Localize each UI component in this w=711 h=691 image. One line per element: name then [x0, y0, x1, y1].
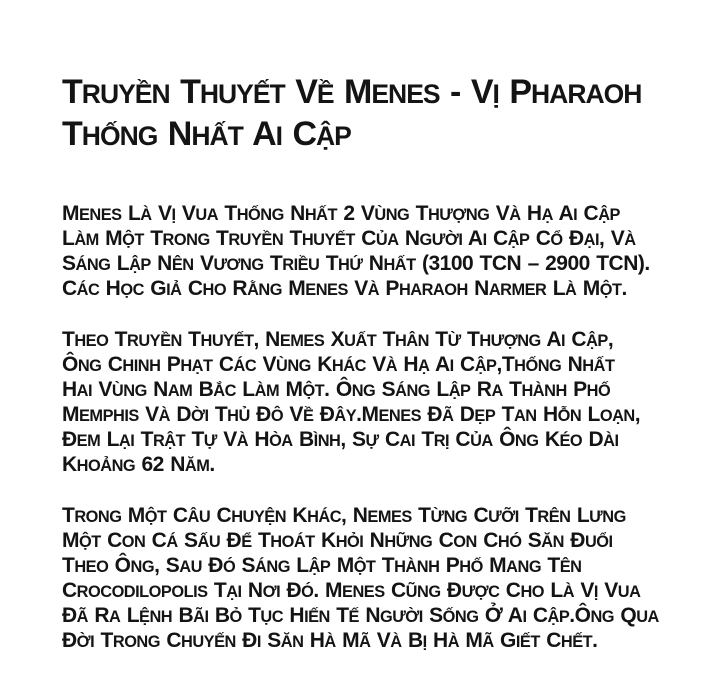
- paragraph-intro: MENES LÀ VỊ VUA THỐNG NHẤT 2 VÙNG THƯỢNG VÀ HẠ AI CẬP LÀM MỘT TRONG TRUYỀN THUYẾT CỦA NGƯỜI AI CẬP CỔ ĐẠI, VÀ SÁNG LẬP NÊN VƯƠNG TRIỀU THỨ NHẤT (3100 TCN – 2900 TCN). CÁC HỌC GIẢ CHO RẰNG MENES VÀ PHARAOH NARMER LÀ MỘT.: [62, 202, 650, 300]
- paragraph-legend: THEO TRUYỀN THUYẾT, NEMES XUẤT THÂN TỪ THƯỢNG AI CẬP, ÔNG CHINH PHẠT CÁC VÙNG KHÁC VÀ HẠ AI CẬP,THỐNG NHẤT HAI VÙNG NAM BẮC LÀM MỘT. ÔNG SÁNG LẬP RA THÀNH PHỐ MEMPHIS VÀ DỜI THỦ ĐÔ VỀ ĐÂY.MENES ĐÃ DẸP TAN HỖN LOẠN, ĐEM LẠI TRẬT TỰ VÀ HÒA BÌNH, SỰ CAI TRỊ CỦA ÔNG KÉO DÀI KHOẢNG 62 NĂM.: [62, 328, 641, 476]
- paragraph-crocodile-story: TRONG MỘT CÂU CHUYỆN KHÁC, NEMES TỪNG CƯỠI TRÊN LƯNG MỘT CON CÁ SẤU ĐỂ THOÁT KHỎI NHỮNG CON CHÓ SĂN ĐUỔI THEO ÔNG, SAU ĐÓ SÁNG LẬP MỘT THÀNH PHỐ MANG TÊN CROCODILOPOLIS TẠI NƠI ĐÓ. MENES CŨNG ĐƯỢC CHO LÀ VỊ VUA ĐÃ RA LỆNH BÃI BỎ TỤC HIẾN TẾ NGƯỜI SỐNG Ở AI CẬP.ÔNG QUA ĐỜI TRONG CHUYẾN ĐI SĂN HÀ MÃ VÀ BỊ HÀ MÃ GIẾT CHẾT.: [62, 504, 659, 652]
- page-title: TRUYỀN THUYẾT VỀ MENES - VỊ PHARAOH THỐNG NHẤT AI CẬP: [62, 73, 642, 153]
